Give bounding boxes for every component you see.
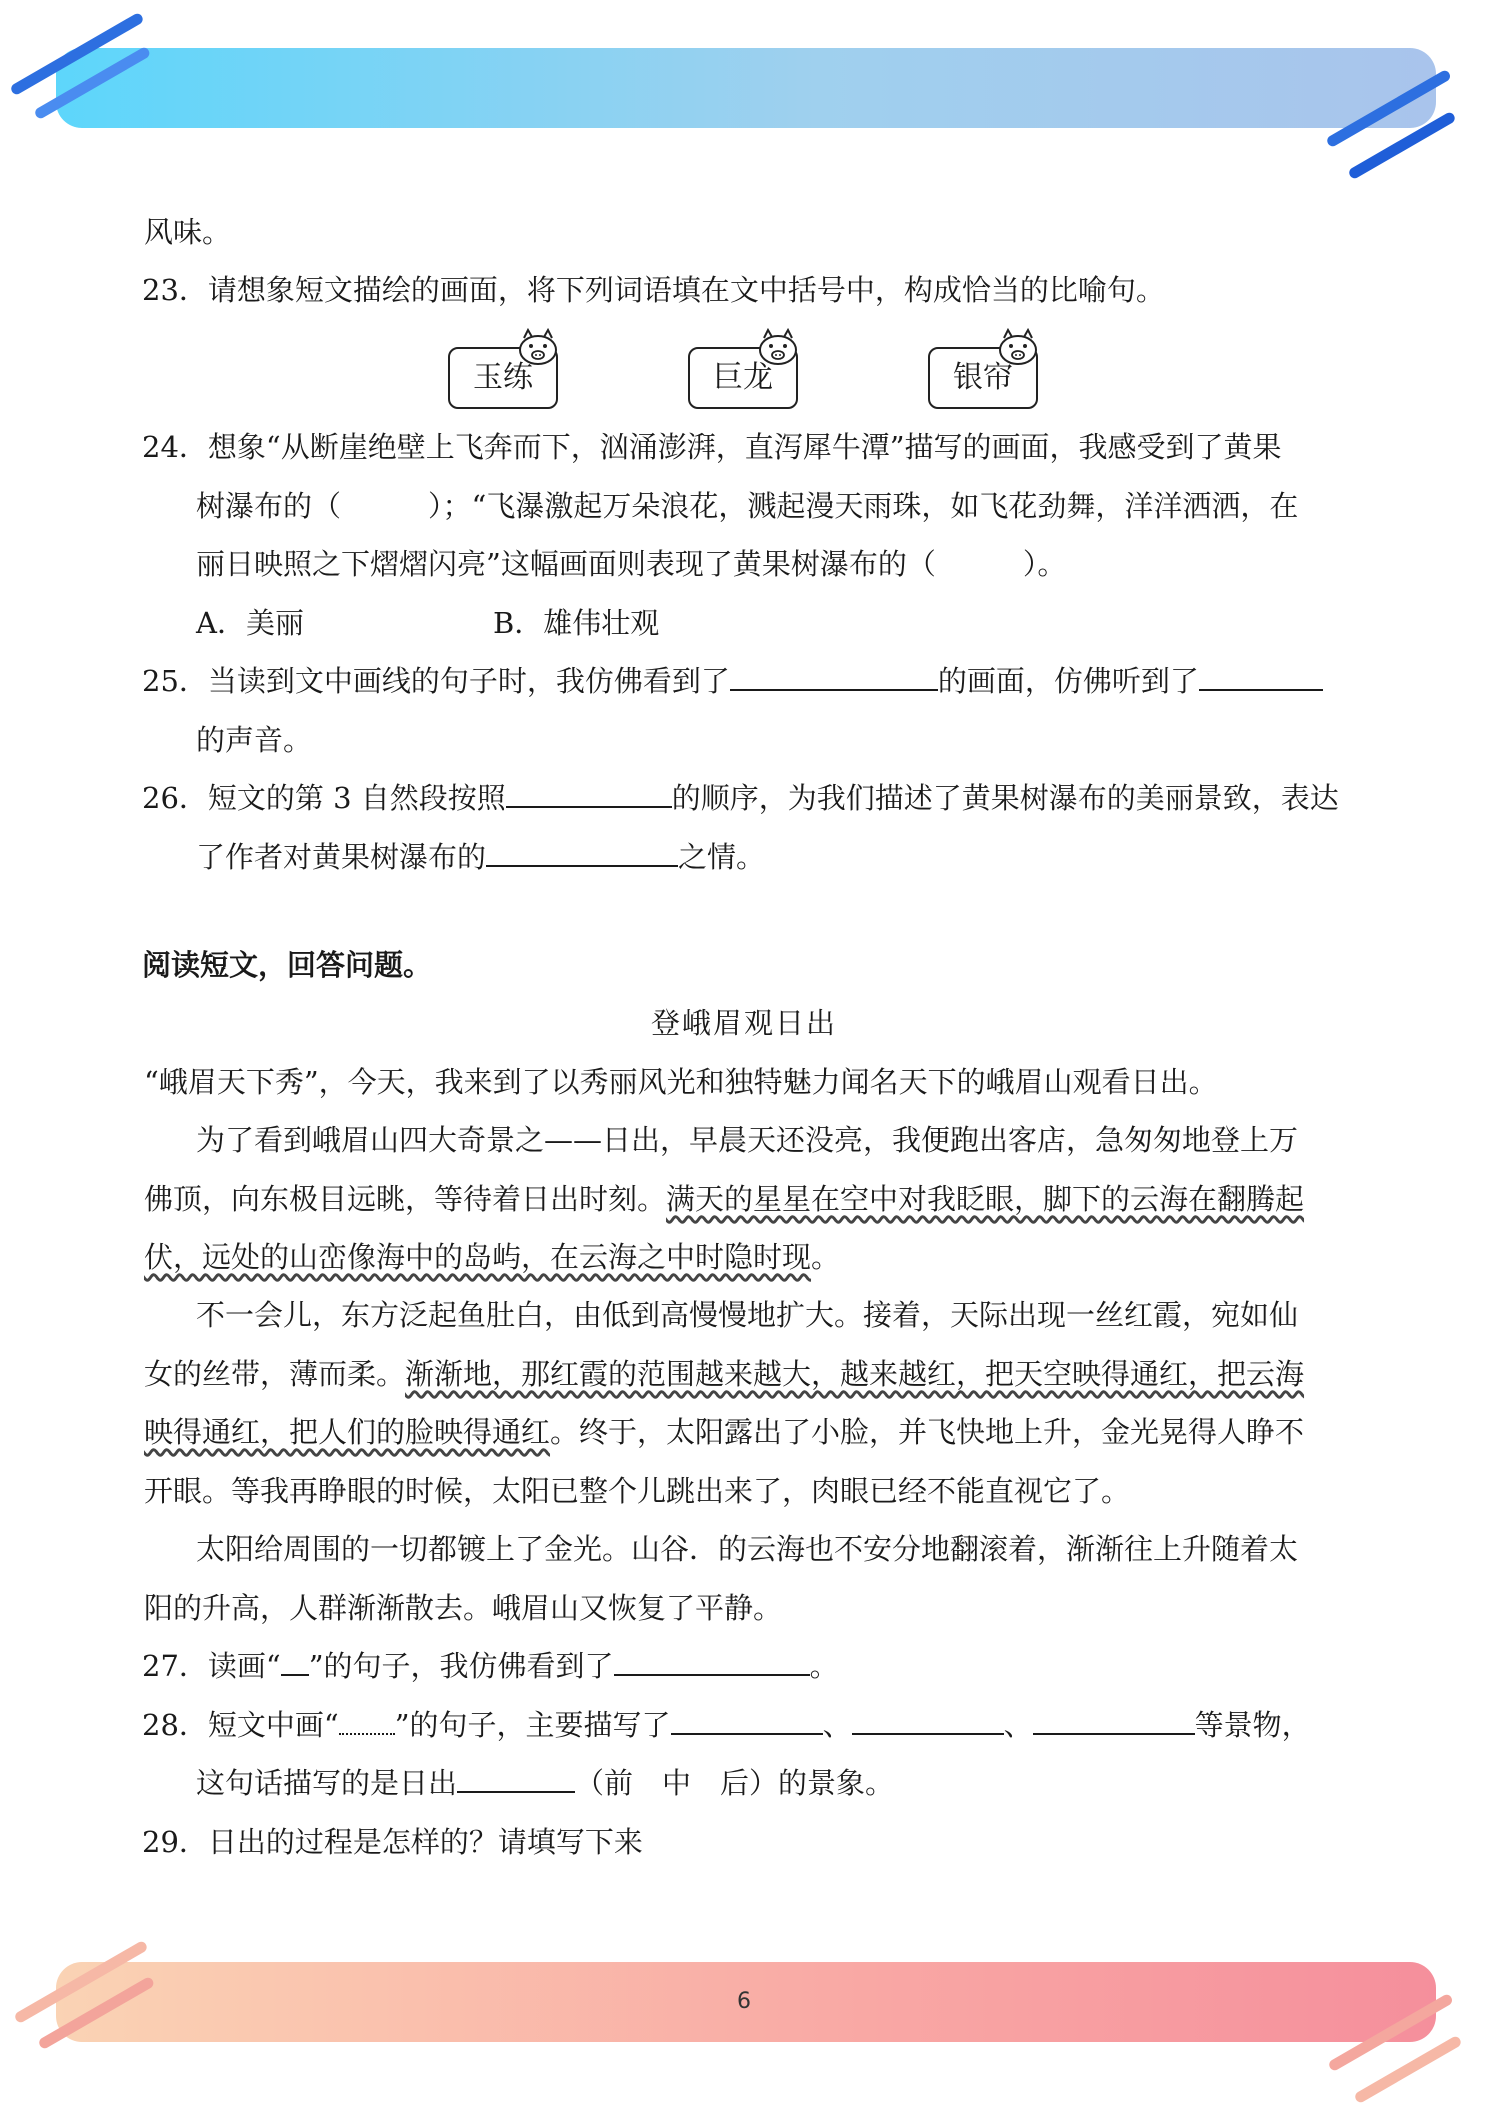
text-line — [0, 837, 1488, 877]
text-span: 这句话描写的是日出 — [196, 1766, 458, 1800]
answer-blank[interactable] — [730, 663, 938, 691]
text-span: 28．短文中画“ — [142, 1708, 339, 1742]
pig-icon — [996, 328, 1040, 368]
question-28 — [0, 1705, 1488, 1745]
text-span: 了作者对黄果树瀑布的 — [196, 840, 487, 874]
text-span: 、 — [822, 1708, 852, 1742]
text-line — [0, 1412, 1488, 1452]
answer-blank[interactable] — [671, 1707, 823, 1735]
underline-mark — [339, 1707, 395, 1735]
text-span: 之情。 — [678, 840, 766, 874]
wavy-underlined-sentence: 伏，远处的山峦像海中的岛屿，在云海之中时隐时现 — [144, 1240, 812, 1274]
question-24: 24．想象“从断崖绝壁上飞奔而下，汹涌澎湃，直泻犀牛潭”描写的画面，我感受到了黄果 — [142, 430, 1282, 464]
question-29: 29．日出的过程是怎样的？请填写下来 — [142, 1825, 643, 1859]
answer-blank[interactable] — [457, 1765, 575, 1793]
text-span: 等景物， — [1194, 1708, 1311, 1742]
text-span: ”的句子，主要描写了 — [394, 1708, 671, 1742]
text-line: 开眼。等我再睁眼的时候，太阳已整个儿跳出来了，肉眼已经不能直视它了。 — [144, 1474, 1131, 1508]
word-box: 巨龙 — [688, 347, 798, 409]
text-span: 的画面，仿佛听到了 — [937, 664, 1199, 698]
underline-mark — [281, 1648, 309, 1676]
text-span: 。终于，太阳露出了小脸，并飞快地上升，金光晃得人睁不 — [550, 1415, 1305, 1449]
option-b: B．雄伟壮观 — [493, 606, 660, 640]
text-span: （前 中 后）的景象。 — [575, 1766, 895, 1800]
question-26 — [0, 778, 1488, 818]
text-span: 。 — [811, 1240, 841, 1274]
text-span: 、 — [1003, 1708, 1033, 1742]
text-span: 25．当读到文中画线的句子时，我仿佛看到了 — [142, 664, 730, 698]
wavy-underlined-sentence: 映得通红，把人们的脸映得通红 — [144, 1415, 551, 1449]
text-line: 阳的升高，人群渐渐散去。峨眉山又恢复了平静。 — [144, 1591, 783, 1625]
page-number: 6 — [737, 1989, 751, 2014]
text-line: 树瀑布的（ ）；“飞瀑激起万朵浪花，溅起漫天雨珠，如飞花劲舞，洋洋洒洒，在 — [196, 489, 1299, 523]
header-banner — [56, 48, 1436, 128]
text-span: 26．短文的第 3 自然段按照 — [142, 781, 506, 815]
text-line — [0, 1763, 1488, 1803]
passage-paragraph: 太阳给周围的一切都镀上了金光。山谷．的云海也不安分地翻滚着，渐渐往上升随着太 — [196, 1532, 1299, 1566]
text-span: 。 — [809, 1649, 839, 1683]
wavy-underlined-sentence: 满天的星星在空中对我眨眼，脚下的云海在翻腾起 — [666, 1182, 1305, 1216]
answer-blank[interactable] — [1033, 1707, 1195, 1735]
pig-icon — [756, 328, 800, 368]
word-box: 银帘 — [928, 347, 1038, 409]
answer-blank[interactable] — [852, 1707, 1004, 1735]
text-span: 27．读画“ — [142, 1649, 281, 1683]
wavy-underlined-sentence: 渐渐地，那红霞的范围越来越大，越来越红，把天空映得通红，把云海 — [405, 1357, 1305, 1391]
passage-title: 登峨眉观日出 — [650, 1006, 837, 1040]
text-line: 的声音。 — [196, 723, 313, 757]
question-27 — [0, 1646, 1488, 1686]
pig-icon — [516, 328, 560, 368]
word-box: 玉练 — [448, 347, 558, 409]
passage-paragraph: 不一会儿，东方泛起鱼肚白，由低到高慢慢地扩大。接着，天际出现一丝红霞，宛如仙 — [196, 1298, 1299, 1332]
text-span: 佛顶，向东极目远眺，等待着日出时刻。 — [144, 1182, 667, 1216]
text-span: 的顺序，为我们描述了黄果树瀑布的美丽景致，表达 — [671, 781, 1339, 815]
text-span: 女的丝带，薄而柔。 — [144, 1357, 406, 1391]
answer-blank[interactable] — [614, 1648, 810, 1676]
text-line — [0, 1237, 1488, 1277]
question-23: 23．请想象短文描绘的画面，将下列词语填在文中括号中，构成恰当的比喻句。 — [142, 273, 1165, 307]
text-line: 丽日映照之下熠熠闪亮”这幅画面则表现了黄果树瀑布的（ ）。 — [196, 547, 1067, 581]
passage-paragraph: 为了看到峨眉山四大奇景之——日出，早晨天还没亮，我便跑出客店，急匆匆地登上万 — [196, 1123, 1299, 1157]
passage-paragraph: “峨眉天下秀”，今天，我来到了以秀丽风光和独特魅力闻名天下的峨眉山观看日出。 — [144, 1065, 1218, 1099]
answer-blank[interactable] — [486, 839, 678, 867]
section-instruction: 阅读短文，回答问题。 — [142, 948, 433, 982]
text-line: 风味。 — [144, 215, 232, 249]
answer-blank[interactable] — [506, 780, 672, 808]
option-a: A．美丽 — [196, 606, 304, 640]
text-line — [0, 1354, 1488, 1394]
text-span: ”的句子，我仿佛看到了 — [308, 1649, 614, 1683]
answer-blank[interactable] — [1199, 663, 1323, 691]
question-25 — [0, 661, 1488, 701]
text-line — [0, 1179, 1488, 1219]
